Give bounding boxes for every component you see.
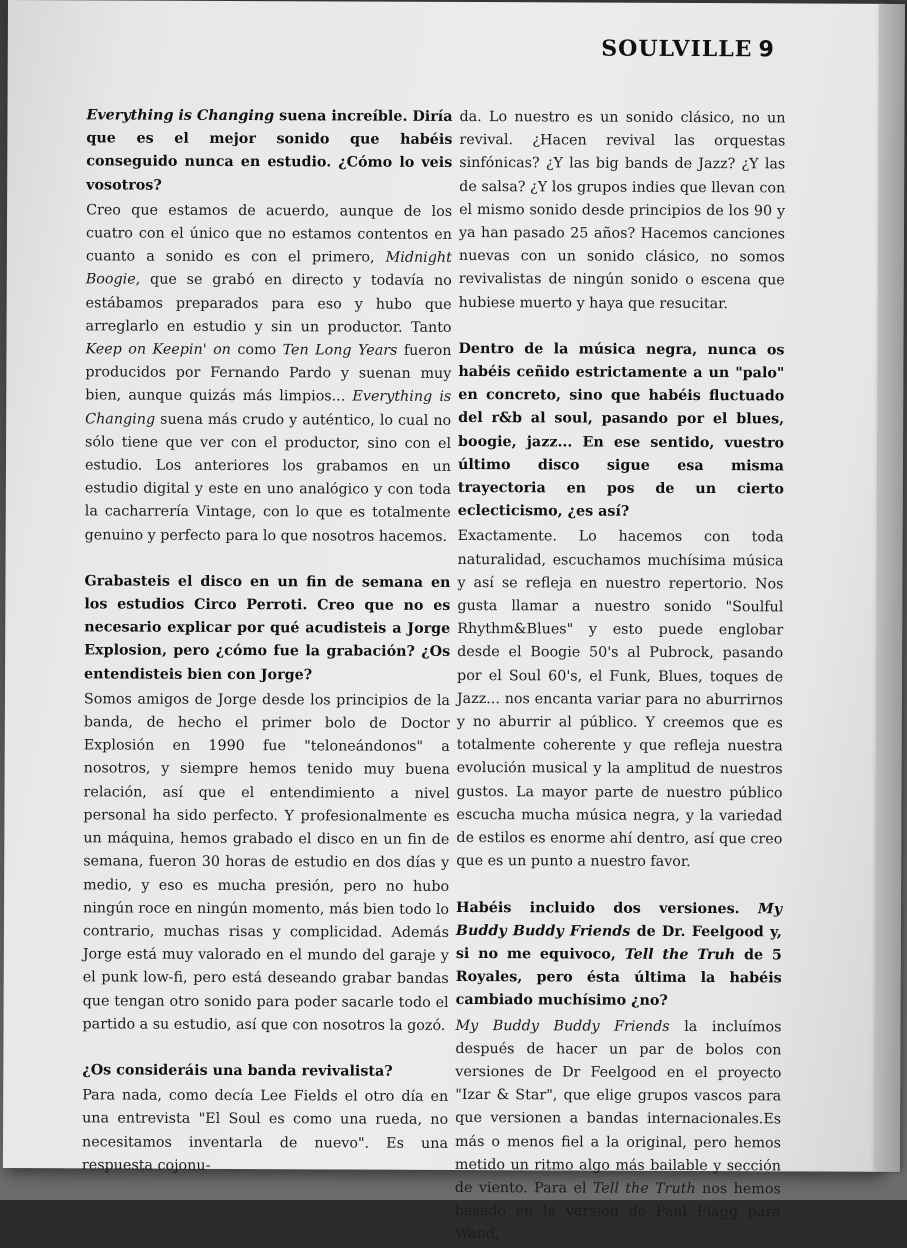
song-title: Tell the Truth: [592, 1180, 696, 1197]
question-5-part: de Dr. Feelgood y, si no me equivoco,: [455, 923, 782, 963]
running-head: [601, 36, 775, 63]
answer-4: Exactamente. Lo hacemos con toda naturalidad, escuchamos muchísima música y así se refleja en nuestro repertorio. Nos gusta llamar a nuestro sonido "Soulful Rhythm&Blues" y esto puede englobar desde el Boogie 50's al Pubrock, pasando por el Soul 60's, el Funk, Blues, toques de Jazz... nos encanta variar para no aburrirnos y no aburrir al público. Y creemos que es totalmente coherente y que refleja nuestra evolución musical y la amplitud de nuestros gustos. La mayor parte de nuestro público escucha mucha música negra, y la variedad de estilos es enorme ahí dentro, así que creo que es un punto a nuestro favor.: [456, 528, 784, 871]
album-title: Everything is Changing: [85, 388, 452, 428]
question-5: [456, 896, 783, 1013]
answer-1-part: fueron producidos por Fernando Pardo y suenan muy bien, aunque quizás más limpios...: [85, 342, 452, 405]
answer-3: Para nada, como decía Lee Fields el otro día en una entrevista "El Soul es como una rueda, no necesitamos inventarla de nuevo". Es una respuesta cojonu-: [81, 1087, 449, 1174]
answer-5-part: la incluímos después de hacer un par de bolos con versiones de Dr Feelgood en el proyecto "Izar & Star", que elige grupos vascos para que versionen a bandas internacionales.Es más o menos fiel a la original, pero hemos metido un ritmo algo más bailable y sección de viento. Para el: [454, 1018, 782, 1197]
answer-3-continued: da. Lo nuestro es un sonido clásico, no un revival. ¿Hacen revival las orquestas sinfónicas? ¿Y las big bands de Jazz? ¿Y las de salsa? ¿Y los grupos indies que llevan con el mismo sonido desde principios de los 90 y ya han pasado 25 años? Hacemos canciones nuevas con un sonido clásico, no somos revivalistas de ningún sonido o escena que hubiese muerto y haya que resucitar.: [458, 108, 786, 312]
right-column: [455, 106, 786, 1248]
song-title: My Buddy Buddy Friends: [455, 900, 783, 940]
song-title: My Buddy Buddy Friends: [455, 1017, 670, 1035]
album-title: Keep on Keepin' on: [85, 341, 231, 359]
question-5-part: de 5 Royales, pero ésta última la habéis cambiado muchísimo ¿no?: [455, 947, 782, 1010]
question-1-text: suena increíble. Diría que es el mejor sonido que habéis conseguido nunca en estudio. ¿Cómo lo veis vosotros?: [86, 108, 453, 194]
answer-2: Somos amigos de Jorge desde los principios de la banda, de hecho el primer bolo de Doctor Explosión en 1990 fue "teloneándonos" a nosotros, y siempre hemos tenido muy buena relación, así que el entendimiento a nivel personal ha sido perfecto. Y profesionalmente es un máquina, hemos grabado el disco en un fin de semana, fueron 30 horas de estudio en dos días y medio, y eso es mucha presión, pero no hubo ningún roce en ningún momento, más bien todo lo contrario, muchas risas y complicidad. Además Jorge está muy valorado en el mundo del garaje y el punk low-fi, pero está deseando grabar bandas que tengan otro sonido para poder sacarle todo el partido a su estudio, así que con nosotros la gozó.: [82, 691, 450, 1034]
album-title: Ten Long Years: [282, 342, 398, 359]
question-1: [86, 104, 452, 198]
answer-1-part: Creo que estamos de acuerdo, aunque de los cuatro con el único que no estamos contentos en cuanto a sonido es con el primero,: [85, 202, 453, 266]
question-3: ¿Os consideráis una banda revivalista?: [82, 1062, 393, 1080]
left-column: [82, 104, 453, 1179]
magazine-page: [3, 0, 883, 1243]
page-edge: [874, 4, 905, 1172]
question-4: Dentro de la música negra, nunca os habéis ceñido estrictamente a un "palo" en concreto, sino que habéis fluctuado del r&b al soul, pasando por el blues, boogie, jazz... En ese sentido, vuestro último disco sigue esa misma trayectoria en pos de un cierto eclecticismo, ¿es así?: [457, 340, 785, 520]
answer-5-part: nos hemos basado en la versión de Paul Flagg para Wand,: [454, 1180, 781, 1243]
page-number: 9: [758, 37, 775, 63]
question-5-part: Habéis incluido dos versiones.: [456, 899, 758, 917]
answer-1-part: como: [230, 342, 283, 359]
answer-1-part: , que se grabó en directo y todavía no estábamos preparados para eso y hubo que arreglarlo en estudio y sin un productor. Tanto: [85, 271, 452, 336]
answer-1-part: suena más crudo y auténtico, lo cual no sólo tiene que ver con el productor, sino con el estudio. Los anteriores los grabamos en un estudio digital y este en uno analógico y con toda la cacharrería Vintage, con lo que es totalmente genuino y perfecto para lo que nosotros hacemos.: [84, 411, 452, 545]
question-2: Grabasteis el disco en un fin de semana en los estudios Circo Perroti. Creo que no es necesario explicar por qué acudisteis a Jorge Explosion, pero ¿cómo fue la grabación? ¿Os entendisteis bien con Jorge?: [84, 573, 451, 684]
answer-5: [455, 1014, 782, 1247]
song-title: Tell the Truh: [624, 946, 736, 964]
album-title: Everything is Changing: [86, 107, 275, 125]
magazine-name: SOULVILLE: [601, 35, 753, 63]
answer-1: [85, 199, 453, 549]
album-title: Midnight Boogie: [85, 249, 452, 288]
